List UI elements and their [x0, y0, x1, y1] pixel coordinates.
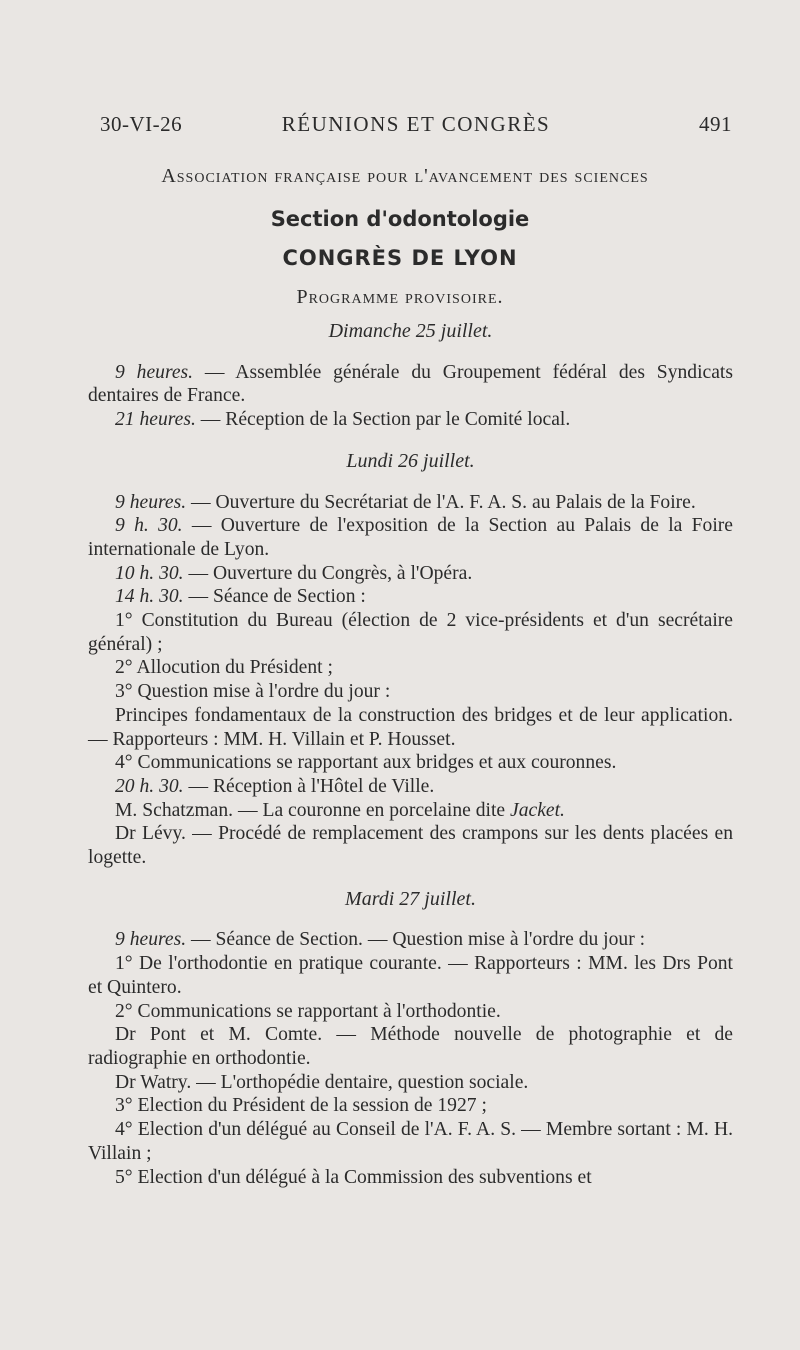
- programme-body: [88, 320, 733, 1189]
- item-text: 1° Constitution du Bureau (élection de 2 vice-présidents et d'un secrétaire général) ;: [88, 610, 733, 655]
- item-text: — Ouverture de l'exposition de la Section au Palais de la Foire internationale de Lyon.: [88, 515, 734, 560]
- day-heading: Lundi 26 juillet.: [346, 449, 475, 472]
- time-label: 10 h. 30.: [115, 562, 184, 584]
- item-text: 3° Election du Président de la session de 1927 ;: [115, 1095, 487, 1117]
- programme-item: [88, 585, 733, 609]
- programme-item: [88, 799, 733, 823]
- time-label: 9 heures.: [115, 929, 187, 951]
- time-label: 21 heures.: [115, 409, 196, 431]
- time-label: 20 h. 30.: [115, 775, 184, 797]
- programme-item: [88, 952, 733, 999]
- time-label: 14 h. 30.: [115, 586, 184, 608]
- header-title: RÉUNIONS ET CONGRÈS: [281, 112, 551, 136]
- item-text: 3° Question mise à l'ordre du jour :: [115, 681, 391, 703]
- programme-item: [88, 1071, 733, 1095]
- item-text: 4° Communications se rapportant aux bridges et aux couronnes.: [115, 752, 617, 774]
- programme-item: [88, 751, 733, 775]
- item-text: Dr Lévy. — Procédé de remplacement des crampons sur les dents placées en logette.: [88, 823, 733, 869]
- page-number: 491: [699, 112, 732, 136]
- item-text: — Ouverture du Congrès, à l'Opéra.: [183, 562, 473, 584]
- programme-item: [88, 562, 733, 586]
- item-text: 5° Election d'un délégué à la Commission des subventions et: [115, 1166, 592, 1188]
- item-text: — Réception de la Section par le Comité local.: [195, 409, 571, 431]
- running-header: [100, 112, 732, 142]
- programme-item: [88, 361, 733, 408]
- day-spacer: [88, 432, 733, 449]
- association-heading: Association française pour l'avancement des sciences: [161, 165, 649, 187]
- programme-item: [88, 1118, 733, 1165]
- item-text: — Réception à l'Hôtel de Ville.: [183, 775, 435, 797]
- item-text: 1° De l'orthodontie en pratique courante. — Rapporteurs : MM. les Drs Pont et Quintero.: [88, 953, 733, 998]
- programme-item: [88, 775, 733, 799]
- time-label: 9 h. 30.: [115, 515, 183, 537]
- item-text: Dr Pont et M. Comte. — Méthode nouvelle de photographie et de radiographie en orthodontie.: [88, 1024, 733, 1069]
- programme-item: [88, 514, 733, 561]
- item-text: — Séance de Section. — Question mise à l'ordre du jour :: [186, 929, 646, 951]
- day-heading: Mardi 27 juillet.: [345, 887, 476, 910]
- item-text: 2° Communications se rapportant à l'orthodontie.: [115, 1000, 501, 1022]
- programme-item: [88, 609, 733, 656]
- item-text: Dr Watry. — L'orthopédie dentaire, question sociale.: [115, 1071, 529, 1093]
- programme-item: [88, 1023, 733, 1070]
- programme-item: [88, 1094, 733, 1118]
- item-text: — Séance de Section :: [183, 586, 366, 608]
- section-title: Section d'odontologie: [270, 207, 530, 231]
- programme-item: [88, 1166, 733, 1190]
- programme-item: [88, 1000, 733, 1024]
- programme-item: [88, 408, 733, 432]
- item-text: Principes fondamentaux de la construction des bridges et de leur application. — Rapporteurs : MM. H. Villain et P. Housset.: [88, 704, 733, 750]
- programme-item: [88, 491, 733, 515]
- item-text: M. Schatzman. — La couronne en porcelaine dite: [115, 799, 510, 821]
- day-spacer: [88, 870, 733, 887]
- time-label: 9 heures.: [115, 491, 187, 513]
- programme-item: [88, 656, 733, 680]
- day-heading: Dimanche 25 juillet.: [328, 320, 493, 342]
- item-text: — Ouverture du Secrétariat de l'A. F. A. S. au Palais de la Foire.: [186, 491, 696, 513]
- item-text: 2° Allocution du Président ;: [115, 657, 333, 679]
- time-label: 9 heures.: [115, 361, 194, 383]
- programme-item: [88, 704, 733, 751]
- item-text: 4° Election d'un délégué au Conseil de l'A. F. A. S. — Membre sortant : M. H. Villain ;: [88, 1119, 733, 1164]
- header-date: 30-VI-26: [100, 112, 183, 136]
- congress-title: CONGRÈS DE LYON: [282, 246, 518, 270]
- item-text: — Assemblée générale du Groupement fédéral des Syndicats dentaires de France.: [88, 361, 734, 407]
- italic-term: Jacket.: [510, 799, 565, 821]
- programme-title: Programme provisoire.: [296, 286, 504, 308]
- programme-item: [88, 680, 733, 704]
- programme-item: [88, 928, 733, 952]
- programme-item: [88, 822, 733, 869]
